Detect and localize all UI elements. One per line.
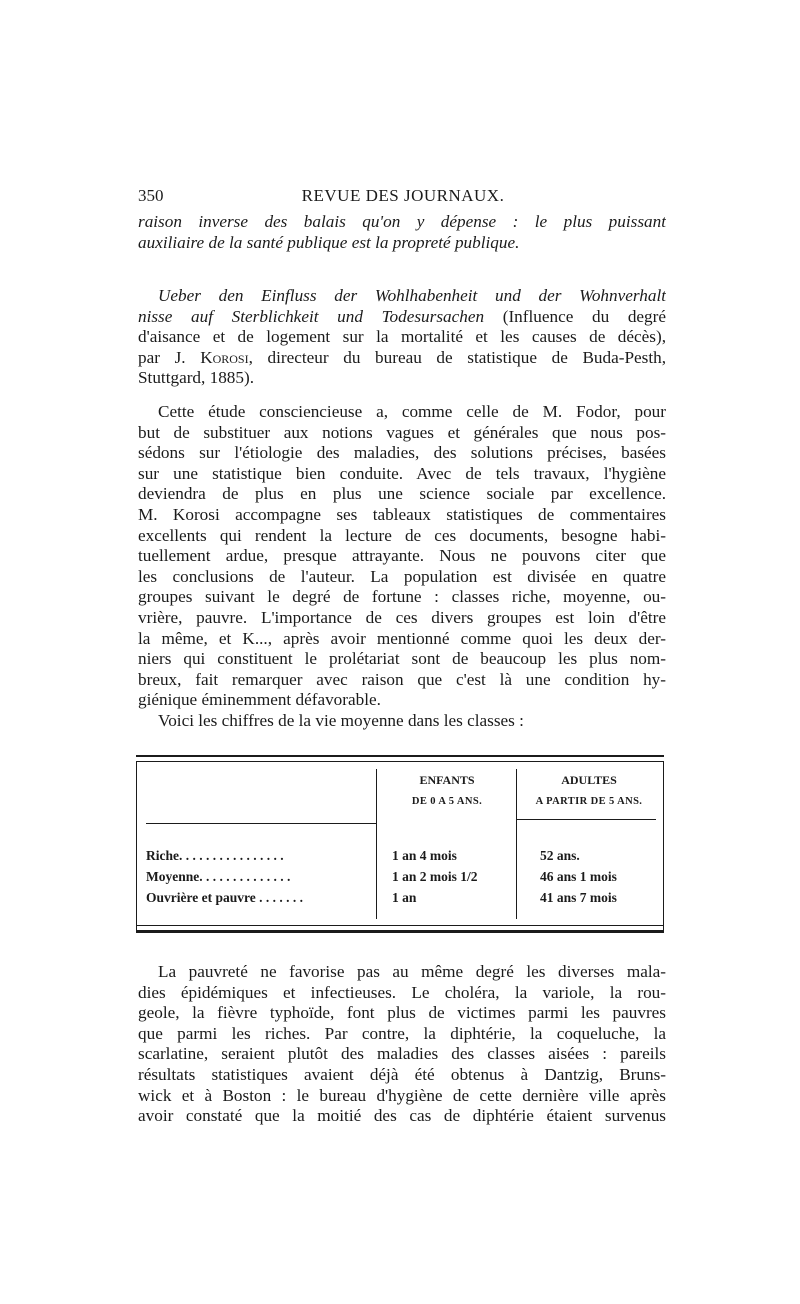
page-header <box>138 186 668 208</box>
text-line: deviendra de plus en plus une science sociale par excellence. <box>138 484 666 504</box>
column-header-adultes <box>518 769 660 813</box>
text-line: La pauvreté ne favorise pas au même degré les diverses mala- <box>158 962 666 981</box>
text-line: sur une statistique bien conduite. Avec de tels travaux, l'hygiène <box>138 463 666 483</box>
column-title: ENFANTS <box>419 773 475 787</box>
text-line: les conclusions de l'auteur. La population est divisée en quatre <box>138 566 666 586</box>
row-label: Moyenne. . . . . . . . . . . . . . <box>146 869 291 884</box>
column-subtitle: DE 0 A 5 ANS. <box>411 796 483 807</box>
row-label: Ouvrière et pauvre . . . . . . . <box>146 890 303 905</box>
text-line: vrière, pauvre. L'importance de ces divers groupes est loin d'être <box>138 607 666 627</box>
life-expectancy-table <box>136 755 664 935</box>
text-line: excellents qui rendent la lecture de ces documents, besogne habi- <box>138 525 666 545</box>
table-border-right <box>663 761 664 931</box>
text-line: résultats statistiques avaient déjà été obtenus à Dantzig, Bruns- <box>138 1064 666 1084</box>
cell-enfants: 1 an 2 mois 1/2 <box>392 869 478 884</box>
text-line: Cette étude consciencieuse a, comme celle de M. Fodor, pour <box>158 402 666 421</box>
cell-adultes: 46 ans 1 mois <box>540 869 617 884</box>
reference-text: par J. <box>138 347 201 367</box>
text-line: geole, la fièvre typhoïde, font plus de victimes parmi les pauvres <box>138 1003 666 1023</box>
text-line: niers qui constituent le prolétariat sont de beaucoup les plus nom- <box>138 649 666 669</box>
reference-title: Ueber den Einfluss der Wohlhabenheit und der Wohnverhalt <box>158 286 666 305</box>
column-divider <box>516 769 517 919</box>
reference-line <box>138 307 666 328</box>
running-title: REVUE DES JOURNAUX. <box>301 186 505 205</box>
text-line: raison inverse des balais qu'on y dépense : le plus puissant <box>138 212 666 231</box>
text-line: que parmi les riches. Par contre, la diphtérie, la coqueluche, la <box>138 1023 666 1043</box>
column-title: ADULTES <box>561 773 617 787</box>
text-line: giénique éminemment défavorable. <box>138 690 381 710</box>
text-line: dies épidémiques et infectieuses. Le choléra, la variole, la rou- <box>138 982 666 1002</box>
text-line: la même, et K..., après avoir mentionné comme quoi les deux der- <box>138 628 666 648</box>
text-line: scarlatine, seraient plutôt des maladies des classes aisées : pareils <box>138 1044 666 1064</box>
table-divider <box>516 819 656 820</box>
intro-text <box>138 212 666 253</box>
reference-text: , directeur du bureau de statistique de Buda-Pesth, <box>248 347 666 367</box>
author-name: Korosi <box>200 347 249 367</box>
text-line: Voici les chiffres de la vie moyenne dans les classes : <box>158 710 524 730</box>
cell-adultes: 52 ans. <box>540 848 580 863</box>
text-line: groupes suivant le degré de fortune : classes riche, moyenne, ou- <box>138 587 666 607</box>
table-rule <box>136 925 664 926</box>
table-divider <box>146 823 376 824</box>
reference-text: (Influence du degré <box>484 306 666 326</box>
reference-line: Stuttgard, 1885). <box>138 368 255 388</box>
text-line: tuellement ardue, presque attrayante. Nous ne pouvons citer que <box>138 546 666 566</box>
cell-adultes: 41 ans 7 mois <box>540 890 617 905</box>
reference-line: d'aisance et de logement sur la mortalité et les causes de décès), <box>138 327 666 347</box>
column-divider <box>376 769 377 919</box>
text-line: breux, fait remarquer avec raison que c'est là une condition hy- <box>138 669 666 689</box>
cell-enfants: 1 an <box>392 890 417 905</box>
reference-line <box>138 286 666 307</box>
table-rule <box>136 755 664 757</box>
cell-enfants: 1 an 4 mois <box>392 848 457 863</box>
row-label: Riche. . . . . . . . . . . . . . . . <box>146 848 284 863</box>
paragraph-1 <box>138 402 666 732</box>
page-number: 350 <box>138 186 164 205</box>
reference-line <box>138 348 666 369</box>
text-line: but de substituer aux notions vagues et générales que nous pos- <box>138 422 666 442</box>
table-border-left <box>136 761 137 931</box>
text-line: M. Korosi accompagne ses tableaux statistiques de commentaires <box>138 504 666 524</box>
text-line: auxiliaire de la santé publique est la propreté publique. <box>138 232 520 252</box>
text-line: avoir constaté que la moitié des cas de diphtérie étaient survenus <box>138 1106 666 1126</box>
table-rule <box>136 930 664 933</box>
column-header-enfants <box>380 769 514 813</box>
column-subtitle: A PARTIR DE 5 ANS. <box>535 796 643 807</box>
text-line: wick et à Boston : le bureau d'hygiène de cette dernière ville après <box>138 1085 666 1105</box>
text-line: sédons sur l'étiologie des maladies, des solutions précises, basées <box>138 443 666 463</box>
bibliographic-reference <box>138 286 666 389</box>
table-rule <box>136 761 664 762</box>
paragraph-3 <box>138 962 666 1127</box>
reference-title: nisse auf Sterblichkeit und Todesursachen <box>138 306 485 326</box>
